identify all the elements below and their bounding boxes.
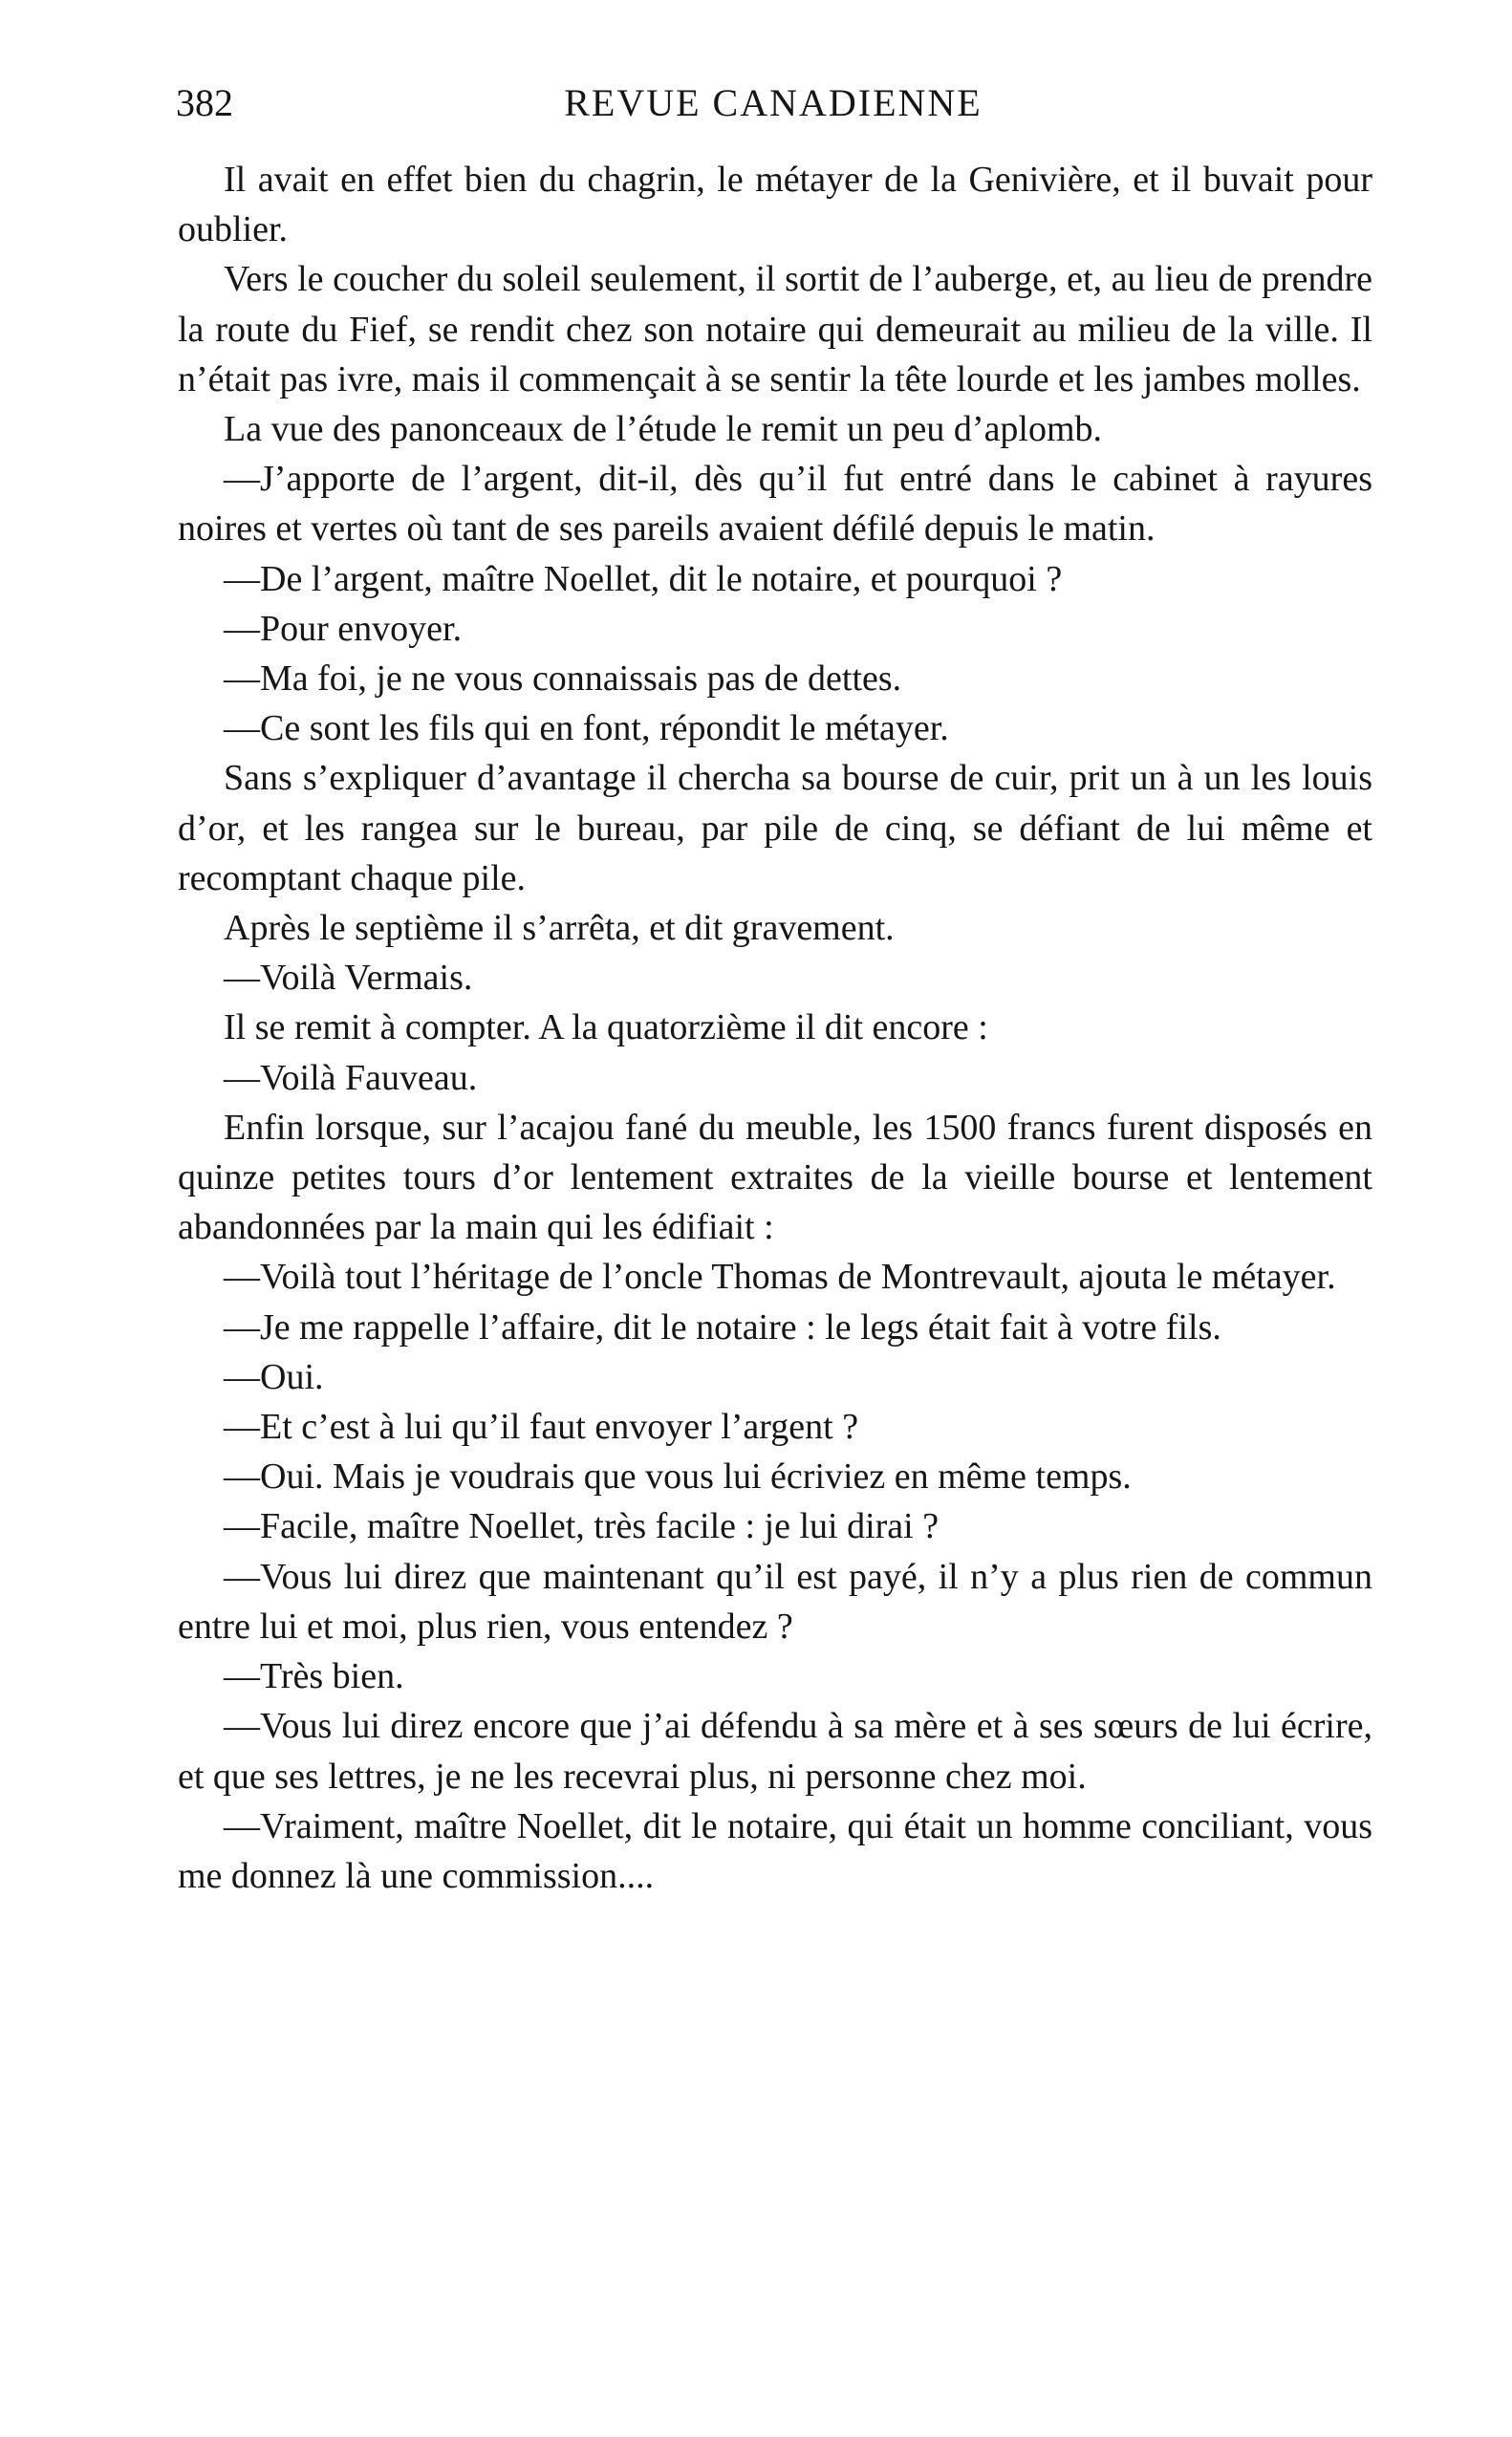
paragraph: La vue des panonceaux de l’étude le remit un peu d’aplomb. [224,409,1103,450]
body-text [178,155,1372,1901]
paragraph: —Facile, maître Noellet, très facile : je lui dirai ? [224,1506,940,1547]
paragraph: —Vraiment, maître Noellet, dit le notaire, qui était un homme conciliant, vous me donnez là une commission.... [178,1805,1372,1896]
paragraph: —Ce sont les fils qui en font, répondit le métayer. [224,708,949,749]
paragraph: —De l’argent, maître Noellet, dit le notaire, et pourquoi ? [224,558,1063,599]
paragraph: Sans s’expliquer d’avantage il chercha sa bourse de cuir, prit un à un les louis d’or, et les rangea sur le bureau, par pile de cinq, se défiant de lui même et recomptant chaque pile. [178,758,1372,898]
running-head [176,75,1371,132]
paragraph: —Voilà Fauveau. [224,1057,478,1098]
paragraph: —Ma foi, je ne vous connaissais pas de dettes. [224,658,902,700]
paragraph: Après le septième il s’arrêta, et dit gravement. [224,908,895,949]
paragraph: —J’apporte de l’argent, dit-il, dès qu’il fut entré dans le cabinet à rayures noires et vertes où tant de ses pareils avaient défilé depuis le matin. [178,459,1372,550]
page-number: 382 [176,81,233,124]
paragraph: —Je me rappelle l’affaire, dit le notaire : le legs était fait à votre fils. [224,1306,1221,1348]
paragraph: —Oui. Mais je voudrais que vous lui écriviez en même temps. [224,1456,1132,1498]
paragraph: —Vous lui direz encore que j’ai défendu à sa mère et à ses sœurs de lui écrire, et que ses lettres, je ne les recevrai plus, ni personne chez moi. [178,1706,1372,1797]
paragraph: Il se remit à compter. A la quatorzième il dit encore : [224,1007,988,1048]
journal-title: REVUE CANADIENNE [564,81,983,124]
paragraph: —Et c’est à lui qu’il faut envoyer l’argent ? [224,1407,859,1448]
paragraph: —Vous lui direz que maintenant qu’il est payé, il n’y a plus rien de commun entre lui et moi, plus rien, vous entendez ? [178,1556,1372,1647]
paragraph: —Oui. [224,1356,324,1397]
paragraph: —Pour envoyer. [224,608,463,649]
paragraph: —Très bien. [224,1656,404,1697]
paragraph: Il avait en effet bien du chagrin, le métayer de la Genivière, et il buvait pour oublier. [178,160,1372,250]
paragraph: —Voilà tout l’héritage de l’oncle Thomas de Montrevault, ajouta le métayer. [224,1257,1336,1298]
paragraph: —Voilà Vermais. [224,958,473,999]
paragraph: Enfin lorsque, sur l’acajou fané du meuble, les 1500 francs furent disposés en quinze petites tours d’or lentement extraites de la vieille bourse et lentement abandonnées par la main qui les édifiait : [178,1107,1372,1248]
paragraph: Vers le coucher du soleil seulement, il sortit de l’auberge, et, au lieu de prendre la route du Fief, se rendit chez son notaire qui demeurait au milieu de la ville. Il n’était pas ivre, mais il commençait à se sentir la tête lourde et les jambes molles. [178,259,1372,399]
